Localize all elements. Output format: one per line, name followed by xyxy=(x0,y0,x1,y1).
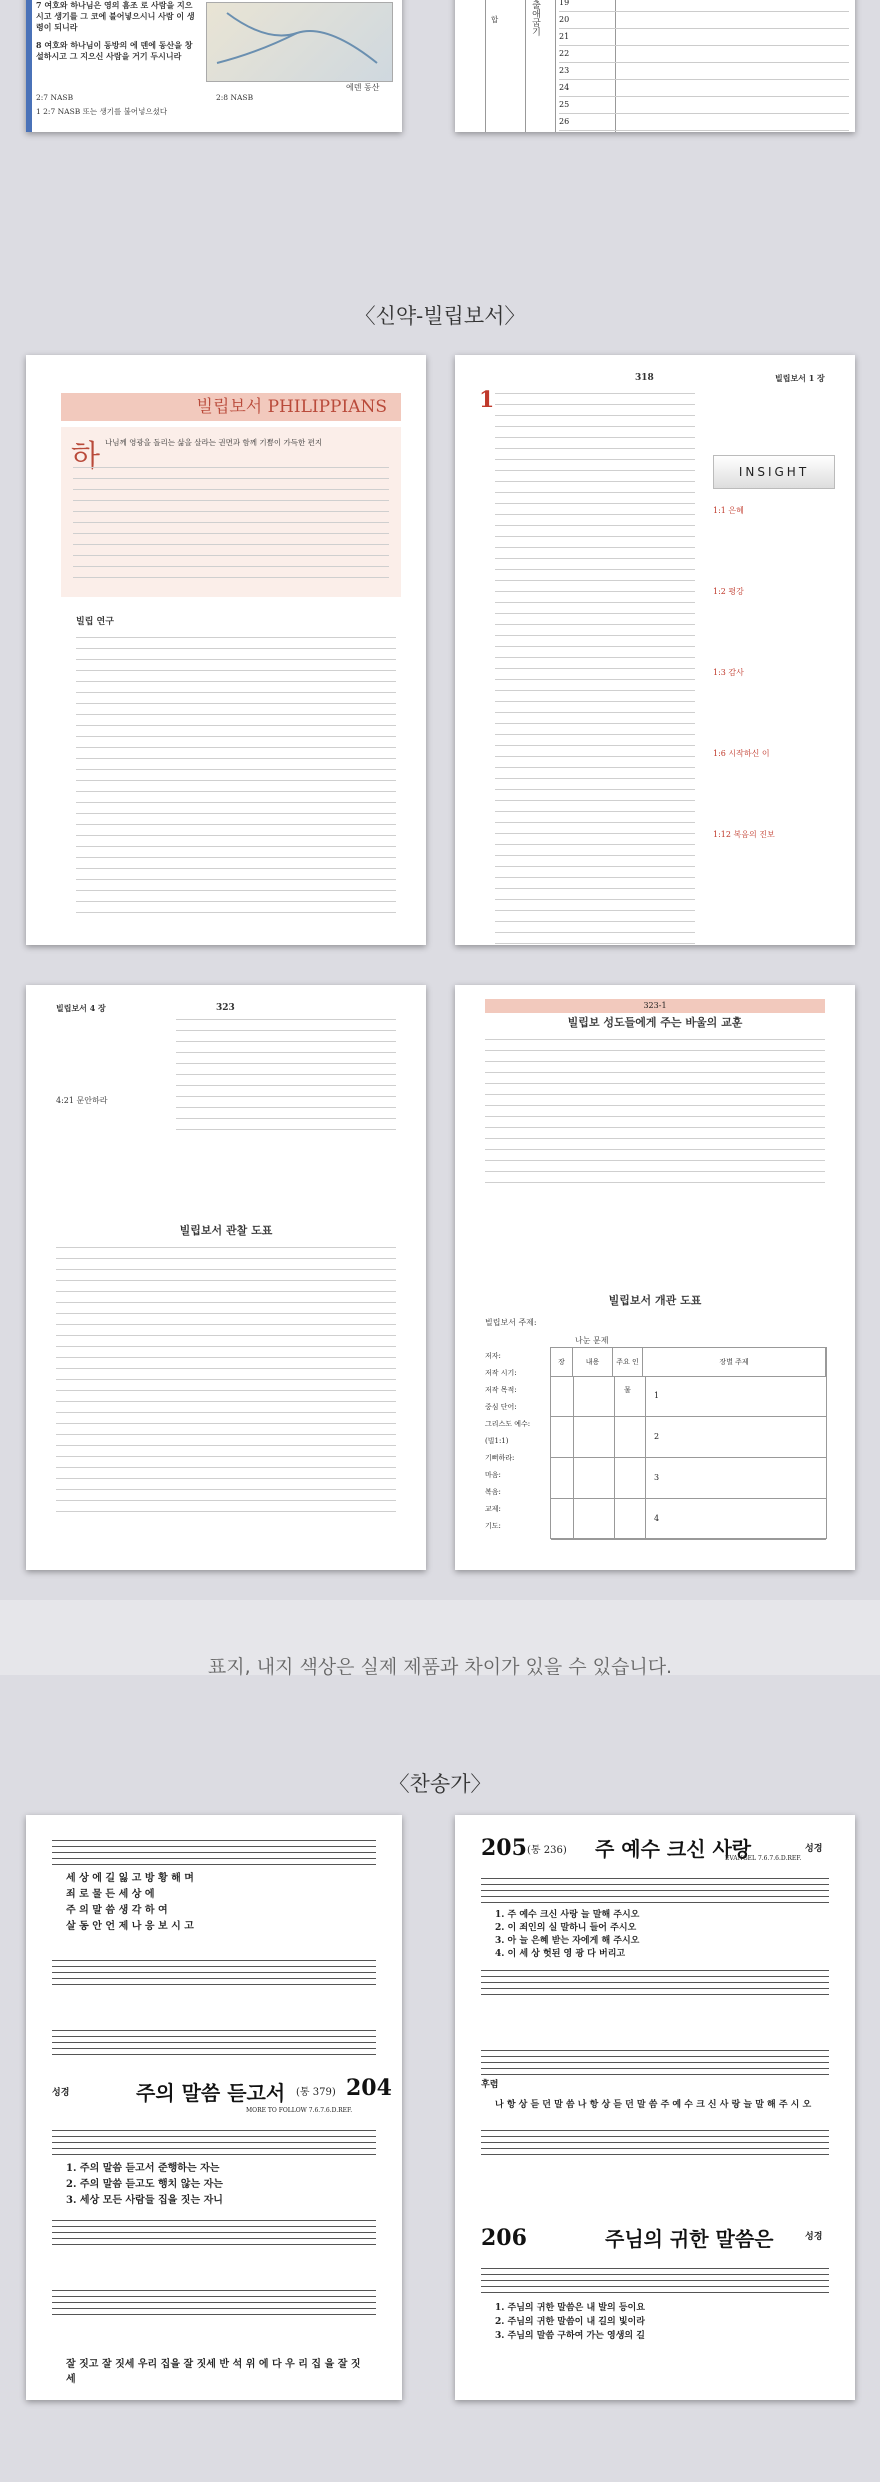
tune-205: EVANGEL 7.6.7.6.D.REF. xyxy=(725,1855,802,1862)
chapter-number-cell: 3 xyxy=(654,1473,660,1482)
table-rows xyxy=(551,1376,826,1538)
chorus-205: 나 항 상 듣 던 말 씀 나 항 상 듣 던 말 씀 주 예 수 크 신 사 랑 늘 말 해 주 시 오 xyxy=(495,2100,812,2110)
observation-lines xyxy=(56,1247,396,1522)
verse-8: 8 여호와 하나님이 동방의 에 덴에 동산을 창설하시고 그 지으신 사람을 거기 두시니라 xyxy=(36,40,193,61)
chapter-number-cell: 1 xyxy=(654,1391,660,1400)
table-row xyxy=(551,1499,826,1540)
footnote: 1 2:7 NASB 또는 생기를 불어넣으셨다 xyxy=(36,107,168,116)
hymn-number-204: 204 xyxy=(346,2075,392,2101)
book-title: 빌립보서 PHILIPPIANS xyxy=(196,397,387,417)
eden-map xyxy=(206,2,393,82)
study-title: 빌립 연구 xyxy=(76,617,114,627)
verses-205 xyxy=(495,1909,825,1961)
page-number-323: 323 xyxy=(216,1003,235,1013)
verse-line: 1. 주님의 귀한 말씀은 내 발의 등이요 xyxy=(495,2303,645,2313)
chart-left-label: 기도: xyxy=(485,1522,501,1530)
chart-left-label: (빌1:1) xyxy=(485,1437,509,1445)
hymn-number-205: 205 xyxy=(481,1835,527,1861)
chart-left-label: 마음: xyxy=(485,1471,501,1479)
staff-r4 xyxy=(481,2125,829,2155)
intro-text: 나님께 영광을 돌리는 삶을 살라는 권면과 함께 기쁨이 가득한 편지 xyxy=(105,438,323,447)
hymn-title-206: 주님의 귀한 말씀은 xyxy=(605,2227,774,2251)
chart-left-label: 저작 목적: xyxy=(485,1386,517,1394)
insight-label: INSIGHT xyxy=(738,465,810,479)
map-caption: 에덴 동산 xyxy=(346,83,380,92)
tune-name: MORE TO FOLLOW 7.6.7.6.D.REF. xyxy=(246,2107,353,2114)
page-number-323-1: 323-1 xyxy=(643,1001,667,1010)
chorus-label: 후렴 xyxy=(481,2080,499,2090)
table-header-cell: 내용 xyxy=(573,1348,613,1376)
title-banner xyxy=(61,393,401,421)
chapter-number-cell: 2 xyxy=(654,1432,660,1441)
record-row: 21 xyxy=(559,29,849,46)
verse-line: 3. 세상 모든 사람들 집을 짓는 자니 xyxy=(66,2195,223,2206)
top-band xyxy=(0,0,880,140)
insight-logo xyxy=(713,455,835,489)
running-head-left: 빌립보서 4 장 xyxy=(56,1003,106,1013)
record-row: 20 xyxy=(559,12,849,29)
record-row: 25 xyxy=(559,97,849,114)
table-header-cell: 장 xyxy=(551,1348,573,1376)
record-rows xyxy=(559,0,849,131)
verse-line: 주 의 말 씀 생 각 하 여 xyxy=(66,1905,168,1916)
staff-3 xyxy=(52,2025,376,2055)
staff-r2 xyxy=(481,1965,829,1995)
lesson-lines xyxy=(485,1039,825,1193)
table-header-cell: 장별 주제 xyxy=(643,1348,826,1376)
record-row: 23 xyxy=(559,63,849,80)
study-lines xyxy=(76,637,396,923)
map-rivers-icon xyxy=(207,3,392,81)
chart-left-label: 교제: xyxy=(485,1505,501,1513)
hymn-205-page xyxy=(455,1815,855,2400)
hymn-label-205: 성경 xyxy=(805,1844,823,1854)
side-tags xyxy=(713,505,833,910)
chart-left-label: 기뻐하라: xyxy=(485,1454,515,1462)
verse-line: 1. 주의 말씀 듣고서 준행하는 자는 xyxy=(66,2163,220,2174)
verses-206 xyxy=(495,2301,825,2343)
table-row xyxy=(551,1376,826,1417)
verses-bottom xyxy=(66,2161,366,2209)
staff-r1 xyxy=(481,1873,829,1903)
hymn-number-206: 206 xyxy=(481,2225,527,2251)
chart-left-label: 중심 단어: xyxy=(485,1403,517,1411)
record-row: 19 xyxy=(559,0,849,12)
record-page xyxy=(455,0,855,132)
verse-line: 4. 이 세 상 헛된 영 광 다 버리고 xyxy=(495,1949,626,1959)
philippians-intro-page xyxy=(26,355,426,945)
verse-line: 2. 이 죄인의 실 말하니 들어 주시오 xyxy=(495,1923,637,1933)
staff-r5 xyxy=(481,2263,829,2293)
verses-top xyxy=(66,1871,366,1935)
section-title-hymnal: 〈찬송가〉 xyxy=(388,1772,492,1796)
record-row: 22 xyxy=(559,46,849,63)
side-tag-greet: 4:21 문안하라 xyxy=(56,1096,108,1105)
left-labels xyxy=(485,1351,545,1538)
nasb-ref-a: 2:7 NASB xyxy=(36,93,74,102)
hymn-204-page xyxy=(26,1815,402,2400)
side-tag: 1:1 은혜 xyxy=(713,506,744,515)
chapter4-lines xyxy=(176,1019,396,1140)
staff-6 xyxy=(52,2285,376,2315)
chorus-text: 잘 짓고 잘 짓세 우리 집을 잘 짓세 반 석 위 에 다 우 리 집 을 잘 짓 세 xyxy=(66,2359,361,2385)
table-headers xyxy=(551,1348,826,1394)
philippians-chart-page xyxy=(455,985,855,1570)
staff-1 xyxy=(52,1835,376,1865)
side-tag: 1:3 감사 xyxy=(713,668,744,677)
chapter-number: 1 xyxy=(479,387,495,413)
chart-left-label: 저자: xyxy=(485,1352,501,1360)
table-row xyxy=(551,1417,826,1458)
verse-line: 3. 아 늘 은혜 받는 자에게 해 주시오 xyxy=(495,1936,640,1946)
overview-title: 빌립보서 개관 도표 xyxy=(608,1294,702,1307)
hymn-label: 성경 xyxy=(52,2088,70,2098)
overview-table xyxy=(550,1347,827,1539)
intro-lines xyxy=(73,467,389,588)
genesis-page xyxy=(26,0,402,132)
staff-4 xyxy=(52,2125,376,2155)
verse-line: 1. 주 예수 크신 사랑 늘 말해 주시오 xyxy=(495,1910,640,1920)
philippians-chapter1-page xyxy=(455,355,855,945)
side-label: 출애굽기 xyxy=(530,0,540,36)
dropcap: 하 xyxy=(71,439,100,474)
philippians-chapter4-page xyxy=(26,985,426,1570)
hymn-title-204: 주의 말씀 듣고서 xyxy=(136,2081,286,2105)
side-tag: 1:12 복음의 진보 xyxy=(713,830,775,839)
hymn-title-205: 주 예수 크신 사랑 xyxy=(595,1837,752,1861)
disclaimer: 표지, 내지 색상은 실제 제품과 차이가 있을 수 있습니다. xyxy=(207,1656,673,1678)
verse-line: 3. 주님의 말씀 구하여 가는 영생의 길 xyxy=(495,2331,645,2341)
nasb-ref-b: 2:8 NASB xyxy=(216,93,254,102)
chapter-number-cell: 4 xyxy=(654,1514,660,1523)
staff-5 xyxy=(52,2215,376,2245)
running-head: 빌립보서 1 장 xyxy=(775,373,825,383)
table-row xyxy=(551,1458,826,1499)
side-tag: 1:6 시작하신 이 xyxy=(713,749,770,758)
table-header-cell: 주요 인물 xyxy=(613,1348,643,1376)
hymn-label-206: 성경 xyxy=(805,2232,823,2242)
chart-left-label: 저작 시기: xyxy=(485,1369,517,1377)
alt-number-205: (통 236) xyxy=(527,1845,567,1856)
alt-number: (통 379) xyxy=(296,2087,336,2098)
staff-2 xyxy=(52,1955,376,1985)
intro-box xyxy=(61,427,401,597)
chart-left-label: 그리스도 예수: xyxy=(485,1420,531,1428)
verse-line: 죄 로 물 든 세 상 에 xyxy=(66,1889,155,1900)
section-title-philippians: 〈신약-빌립보서〉 xyxy=(354,304,526,328)
chart-left-label: 복음: xyxy=(485,1488,501,1496)
blue-margin xyxy=(26,0,32,132)
record-row: 26 xyxy=(559,114,849,131)
chapter-text-lines xyxy=(495,393,695,945)
lesson-title: 빌립보 성도들에게 주는 바울의 교훈 xyxy=(567,1016,743,1029)
header-bar xyxy=(485,999,825,1013)
record-row: 24 xyxy=(559,80,849,97)
verse-line: 살 동 안 언 제 나 응 보 시 고 xyxy=(66,1921,194,1932)
verse-line: 세 상 에 길 잃 고 방 황 해 며 xyxy=(66,1873,194,1884)
verse-line: 2. 주님의 귀한 말씀이 내 길의 빛이라 xyxy=(495,2317,645,2327)
overview-subtitle: 빌립보서 주제: xyxy=(485,1318,537,1327)
page-number: 318 xyxy=(635,373,654,383)
table-top-label: 나눈 문제 xyxy=(575,1336,609,1345)
observation-chart-title: 빌립보서 관찰 도표 xyxy=(179,1224,273,1237)
verse-line: 2. 주의 말씀 듣고도 행치 않는 자는 xyxy=(66,2179,223,2190)
side-tag: 1:2 평강 xyxy=(713,587,744,596)
verse-7: 7 여호와 하나님은 영의 흠조 로 사람을 지으시고 생기를 그 코에 불어넣으시니 사람 이 생령이 되니라 xyxy=(36,0,195,32)
row-label: 합 xyxy=(491,15,499,24)
staff-r3 xyxy=(481,2045,829,2075)
